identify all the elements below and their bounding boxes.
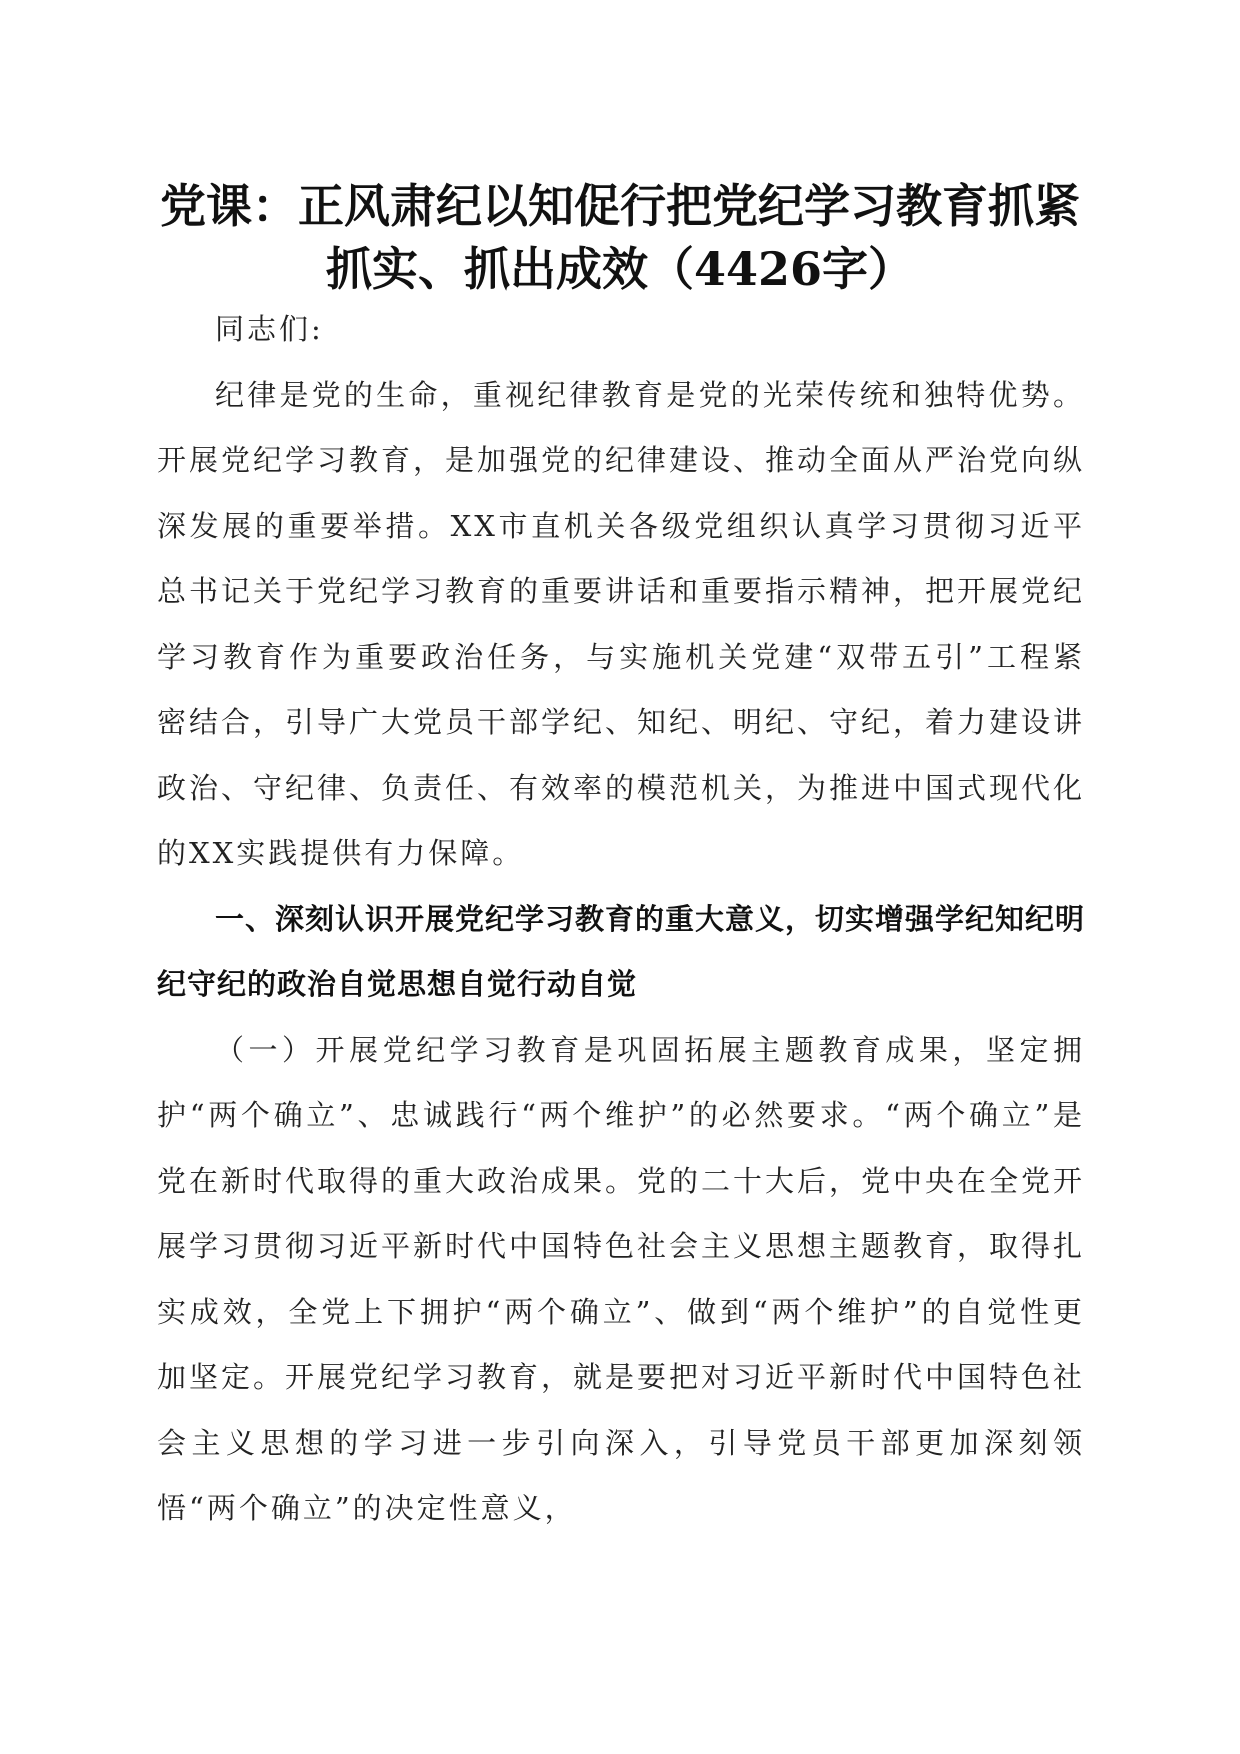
document-body bbox=[157, 297, 1085, 1542]
section-heading-1: 一、深刻认识开展党纪学习教育的重大意义，切实增强学纪知纪明纪守纪的政治自觉思想自觉行动自觉 bbox=[157, 901, 1086, 1001]
section-1-paragraph-1: （一）开展党纪学习教育是巩固拓展主题教育成果，坚定拥护“两个确立”、忠诚践行“两个维护”的必然要求。“两个确立”是党在新时代取得的重大政治成果。党的二十大后，党中央在全党开展学习贯彻习近平新时代中国特色社会主义思想主题教育，取得扎实成效，全党上下拥护“两个确立”、做到“两个维护”的自觉性更加坚定。开展党纪学习教育，就是要把对习近平新时代中国特色社会主义思想的学习进一步引向深入，引导党员干部更加深刻领悟“两个确立”的决定性意义， bbox=[157, 1032, 1086, 1525]
intro-paragraph: 纪律是党的生命，重视纪律教育是党的光荣传统和独特优势。开展党纪学习教育，是加强党的纪律建设、推动全面从严治党向纵深发展的重要举措。XX市直机关各级党组织认真学习贯彻习近平总书记关于党纪学习教育的重要讲话和重要指示精神，把开展党纪学习教育作为重要政治任务，与实施机关党建“双带五引”工程紧密结合，引导广大党员干部学纪、知纪、明纪、守纪，着力建设讲政治、守纪律、负责任、有效率的模范机关，为推进中国式现代化的XX实践提供有力保障。 bbox=[157, 377, 1086, 870]
salutation: 同志们: bbox=[215, 312, 324, 346]
document-title: 党课：正风肃纪以知促行把党纪学习教育抓紧抓实、抓出成效（4426字） bbox=[160, 179, 1080, 296]
